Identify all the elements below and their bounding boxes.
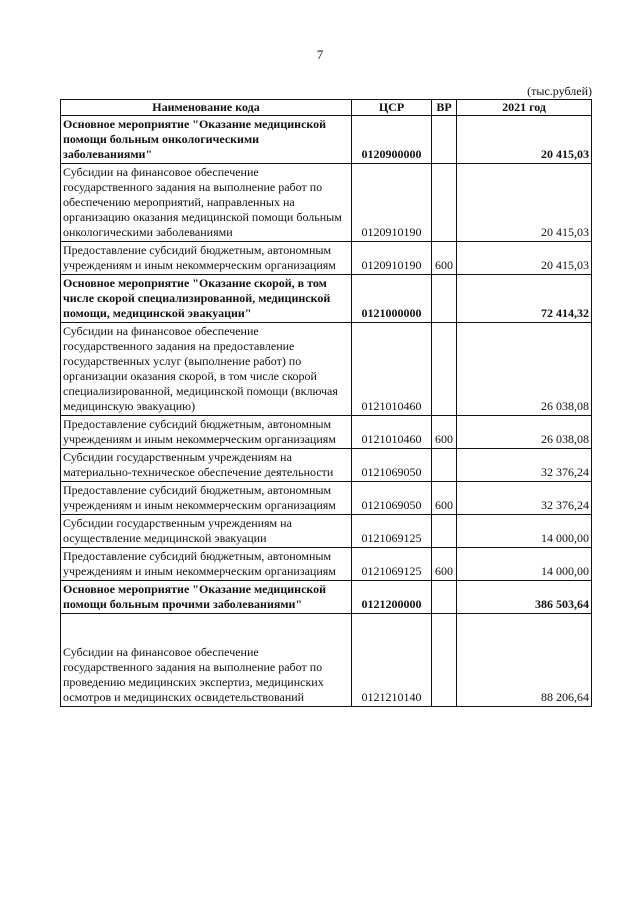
row-amount-cell: 32 376,24 (457, 449, 592, 482)
row-amount-cell: 20 415,03 (457, 242, 592, 275)
row-name-cell: Предоставление субсидий бюджетным, автономным учреждениям и иным некоммерческим организациям (61, 416, 352, 449)
row-amount-cell: 20 415,03 (457, 164, 592, 242)
table-row (61, 581, 592, 614)
row-vr-cell (432, 515, 457, 548)
units-note: (тыс.рублей) (527, 84, 592, 98)
table-row (61, 482, 592, 515)
row-vr-cell: 600 (432, 482, 457, 515)
table-row (61, 515, 592, 548)
row-top-gap (63, 615, 349, 645)
header-year: 2021 год (457, 100, 592, 116)
row-csr-cell: 0121010460 (352, 323, 432, 416)
row-vr-cell (432, 614, 457, 707)
row-name-cell: Предоставление субсидий бюджетным, автономным учреждениям и иным некоммерческим организациям (61, 548, 352, 581)
row-csr-cell: 0121069125 (352, 515, 432, 548)
table-row (61, 548, 592, 581)
row-name-cell: Субсидии государственным учреждениям на осуществление медицинской эвакуации (61, 515, 352, 548)
row-csr-cell: 0120910190 (352, 164, 432, 242)
row-amount-cell: 26 038,08 (457, 416, 592, 449)
table-header-row (61, 100, 592, 116)
table-row (61, 275, 592, 323)
row-vr-cell (432, 449, 457, 482)
table-row (61, 116, 592, 164)
row-vr-cell (432, 323, 457, 416)
row-name-cell: Субсидии государственным учреждениям на материально-техническое обеспечение деятельности (61, 449, 352, 482)
row-vr-cell (432, 164, 457, 242)
row-amount-cell: 88 206,64 (457, 614, 592, 707)
row-name-cell: Основное мероприятие "Оказание скорой, в том числе скорой специализированной, медицинской помощи, медицинской эвакуации" (61, 275, 352, 323)
row-csr-cell: 0121000000 (352, 275, 432, 323)
row-vr-cell (432, 116, 457, 164)
table-row (61, 416, 592, 449)
row-vr-cell: 600 (432, 548, 457, 581)
row-amount-cell: 14 000,00 (457, 548, 592, 581)
row-amount-cell: 20 415,03 (457, 116, 592, 164)
row-name-cell (61, 614, 352, 707)
row-csr-cell: 0121210140 (352, 614, 432, 707)
table-row (61, 449, 592, 482)
page-number: 7 (316, 47, 324, 62)
row-csr-cell: 0121069050 (352, 449, 432, 482)
row-name-cell: Предоставление субсидий бюджетным, автономным учреждениям и иным некоммерческим организациям (61, 242, 352, 275)
header-name: Наименование кода (61, 100, 352, 116)
row-name-cell: Субсидии на финансовое обеспечение государственного задания на выполнение работ по обеспечению мероприятий, направленных на организацию оказания медицинской помощи больным онкологическими заболеваниями (61, 164, 352, 242)
row-csr-cell: 0121200000 (352, 581, 432, 614)
table-row (61, 323, 592, 416)
table-row (61, 164, 592, 242)
row-csr-cell: 0121069050 (352, 482, 432, 515)
row-amount-cell: 14 000,00 (457, 515, 592, 548)
header-csr: ЦСР (352, 100, 432, 116)
table-row (61, 614, 592, 707)
row-vr-cell: 600 (432, 242, 457, 275)
row-name-text: Субсидии на финансовое обеспечение государственного задания на выполнение работ по проведению медицинских экспертиз, медицинских осмотров и медицинских освидетельствований (63, 645, 324, 704)
row-csr-cell: 0121069125 (352, 548, 432, 581)
row-amount-cell: 386 503,64 (457, 581, 592, 614)
row-name-cell: Предоставление субсидий бюджетным, автономным учреждениям и иным некоммерческим организациям (61, 482, 352, 515)
row-vr-cell: 600 (432, 416, 457, 449)
row-name-cell: Основное мероприятие "Оказание медицинской помощи больным прочими заболеваниями" (61, 581, 352, 614)
row-csr-cell: 0120910190 (352, 242, 432, 275)
budget-table (60, 99, 592, 707)
header-vr: ВР (432, 100, 457, 116)
table-row (61, 242, 592, 275)
row-vr-cell (432, 275, 457, 323)
row-csr-cell: 0121010460 (352, 416, 432, 449)
row-amount-cell: 32 376,24 (457, 482, 592, 515)
row-vr-cell (432, 581, 457, 614)
row-csr-cell: 0120900000 (352, 116, 432, 164)
row-name-cell: Субсидии на финансовое обеспечение государственного задания на предоставление государственных услуг (выполнение работ) по организации оказания скорой, в том числе скорой специализированной, медицинской помощи (включая медицинскую эвакуацию) (61, 323, 352, 416)
row-name-cell: Основное мероприятие "Оказание медицинской помощи больным онкологическими заболеваниями" (61, 116, 352, 164)
row-amount-cell: 72 414,32 (457, 275, 592, 323)
row-amount-cell: 26 038,08 (457, 323, 592, 416)
